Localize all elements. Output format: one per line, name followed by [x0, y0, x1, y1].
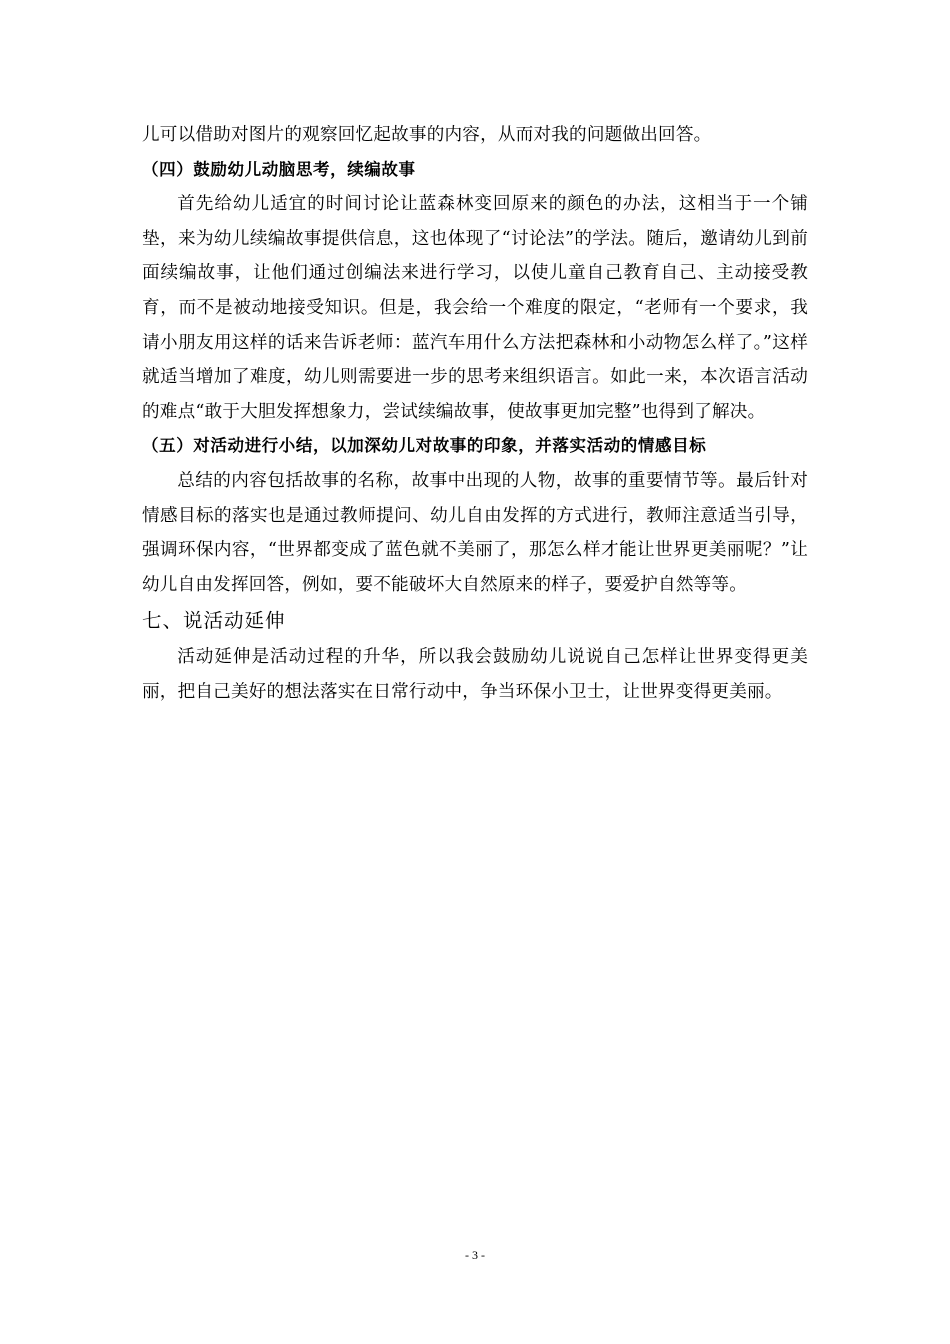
paragraph-four: 首先给幼儿适宜的时间讨论让蓝森林变回原来的颜色的办法，这相当于一个铺垫，来为幼儿续编故事提供信息，这也体现了“讨论法”的学法。随后，邀请幼儿到前面续编故事，让他们通过创编法来进行学习，以使儿童自己教育自己、主动接受教育，而不是被动地接受知识。但是，我会给一个难度的限定，“老师有一个要求，我请小朋友用这样的话来告诉老师：蓝汽车用什么方法把森林和小动物怎么样了。”这样就适当增加了难度，幼儿则需要进一步的思考来组织语言。如此一来，本次语言活动的难点“敢于大胆发挥想象力，尝试续编故事，使故事更加完整”也得到了解决。 [142, 194, 808, 422]
paragraph-seven: 活动延伸是活动过程的升华，所以我会鼓励幼儿说说自己怎样让世界变得更美丽，把自己美好的想法落实在日常行动中，争当环保小卫士，让世界变得更美丽。 [142, 647, 808, 702]
paragraph-five: 总结的内容包括故事的名称，故事中出现的人物，故事的重要情节等。最后针对情感目标的落实也是通过教师提问、幼儿自由发挥的方式进行，教师注意适当引导，强调环保内容，“世界都变成了蓝色就不美丽了，那怎么样才能让世界更美丽呢？”让幼儿自由发挥回答，例如，要不能破坏大自然原来的样子，要爱护自然等等。 [142, 470, 808, 595]
subheading-five: （五）对活动进行小结，以加深幼儿对故事的印象，并落实活动的情感目标 [142, 436, 707, 456]
page-number: - 3 - [465, 1248, 485, 1262]
paragraph-continuation: 儿可以借助对图片的观察回忆起故事的内容，从而对我的问题做出回答。 [142, 125, 712, 145]
section-heading-seven: 七、说活动延伸 [142, 609, 286, 633]
subheading-four: （四）鼓励幼儿动脑思考，续编故事 [142, 159, 416, 179]
document-body [142, 118, 808, 710]
